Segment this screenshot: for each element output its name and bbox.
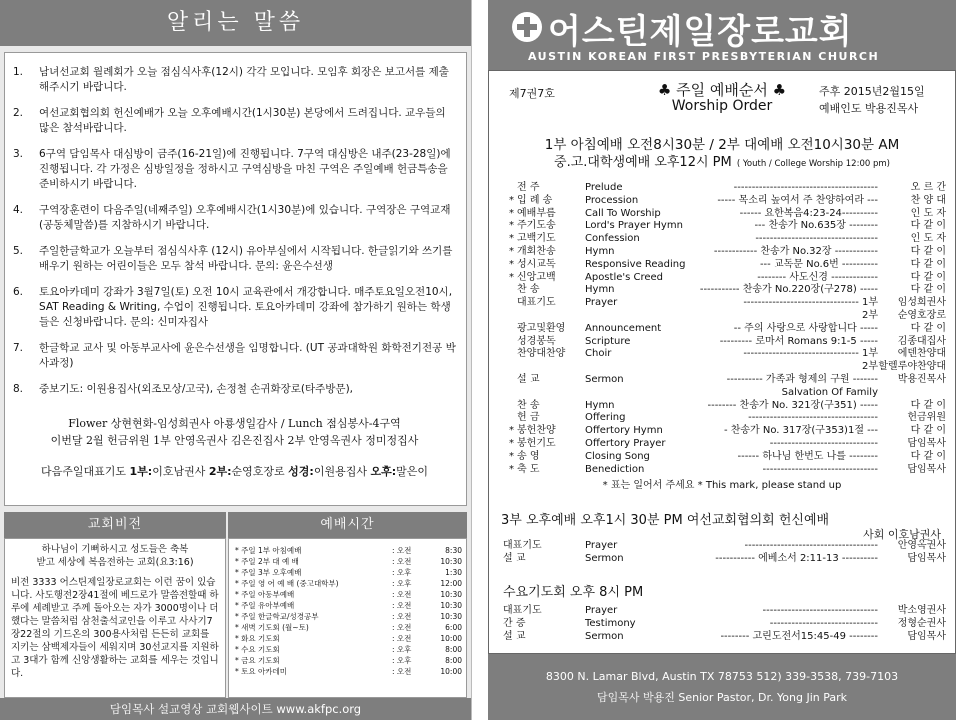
order-item-english: Prayer	[585, 605, 618, 616]
order-item-detail: ----- 목소리 높여서 주 찬양하여라 ---	[717, 194, 878, 206]
service-times-line: 1부 아침예배 오전8시30분 / 2부 대예배 오전10시30분 AM	[544, 137, 900, 153]
order-item-english: Apostle's Creed	[585, 271, 664, 283]
notice-item	[13, 382, 456, 397]
order-item-detail: ------ 하나님 한번도 나를 --------	[737, 450, 878, 462]
order-item-english: Call To Worship	[585, 207, 661, 219]
order-item-english: Hymn	[585, 284, 615, 296]
next-week-s2-label: 2부:	[208, 465, 232, 478]
worship-date: 주후 2015년2월15일	[819, 85, 925, 98]
worship-time-ampm: : 오전	[392, 634, 412, 643]
order-item-detail: ------ 요한복음4:23-24----------	[739, 207, 878, 219]
order-item-english: Prayer	[585, 297, 618, 309]
order-item-person: 할렐루야찬양대	[878, 361, 946, 373]
right-panel	[484, 0, 960, 720]
order-item-detail: --------- 로마서 Romans 9:1-5 -----	[719, 335, 878, 347]
notice-number: 2.	[13, 107, 24, 119]
order-item-person: 인 도 자	[910, 207, 946, 219]
next-week-s4-label: 오후:	[370, 465, 397, 478]
notice-number: 5.	[13, 245, 24, 257]
cross-logo-icon	[512, 12, 542, 42]
worship-time-value: 10:00	[440, 634, 462, 643]
worship-time-ampm: : 오후	[392, 568, 412, 577]
flower-lunch-line	[13, 415, 456, 449]
stand-mark: *	[509, 194, 514, 206]
worship-time-value: 10:30	[440, 612, 462, 621]
stand-mark: *	[509, 438, 514, 449]
order-item-person: 에덴찬양대	[897, 348, 946, 360]
notice-item	[13, 65, 456, 95]
notice-item	[13, 147, 456, 192]
worship-time-name: * 주일 아동부예배	[235, 590, 295, 599]
order-item-detail: --------------------------------	[762, 605, 878, 616]
worship-time-ampm: : 오후	[392, 645, 412, 654]
order-item-english: Hymn	[585, 246, 615, 257]
order-item-person: 다 같 이	[910, 399, 946, 411]
offering-team-line: 이번달 2월 헌금위원 1부 안영옥권사 김은진집사 2부 안영옥권사 정미정집사	[50, 434, 419, 447]
order-item-english: Lord's Prayer Hymn	[585, 220, 683, 232]
order-item-english: Hymn	[585, 399, 615, 411]
stand-mark: *	[509, 258, 514, 270]
right-footer	[488, 654, 956, 720]
stand-note: * 표는 일어서 주세요 * This mark, please stand up	[602, 480, 842, 491]
notice-item	[13, 203, 456, 233]
order-item-english: Sermon	[585, 374, 624, 385]
senior-pastor-line: 담임목사 박용진 Senior Pastor, Dr. Yong Jin Park	[596, 691, 848, 704]
order-item-detail: - 찬송가 No. 317장(구353)1절 ---	[723, 425, 878, 437]
notice-number: 8.	[13, 383, 24, 395]
order-item-person: 다 같 이	[910, 450, 946, 462]
worship-time-value: 10:30	[440, 590, 462, 599]
notice-number: 3.	[13, 148, 24, 160]
next-week-s3-label: 성경:	[288, 465, 314, 478]
vision-body: 비전 3333 어스틴제일장로교회는 이런 꿈이 있습니다. 사도행전2장41절에 베드로가 말씀전할때 하루에 세례받고 주께 돌아오는 자가 3000명이나 더했다는 말씀처럼 삼천출석교인을 이루고 사사기7장22절의 기드온의 300용사처럼 든든히 교회를 지키는 삼백제자들이 세워지며 30선교지를 지원하고 3대가 함께 신앙생활하는 교회를 세우는 것입니다.	[11, 577, 219, 679]
order-item-korean: 예배부름	[517, 207, 556, 219]
order-item-person: 다 같 이	[910, 258, 946, 270]
worship-time-ampm: : 오전	[392, 623, 412, 632]
order-item-english: Prelude	[585, 182, 623, 193]
order-item-detail: --------------------------------	[762, 463, 878, 475]
order-item-korean: 설 교	[503, 631, 526, 642]
worship-time-row	[235, 655, 462, 666]
worship-times-box	[228, 538, 467, 698]
order-item-person: 다 같 이	[910, 284, 946, 296]
youth-service-english: ( Youth / College Worship 12:00 pm)	[736, 159, 890, 169]
worship-time-row	[235, 666, 462, 677]
worship-time-row	[235, 578, 462, 589]
order-item-person: 김종대집사	[897, 335, 946, 347]
worship-time-ampm: : 오전	[392, 546, 412, 555]
stand-mark: *	[509, 233, 514, 245]
order-item-detail: -------------------------------------	[744, 540, 878, 551]
worship-time-name: * 수요 기도회	[235, 645, 280, 654]
church-name-korean: 어스틴제일장로교회	[548, 12, 853, 52]
worship-time-value: 10:00	[440, 667, 462, 676]
order-item-english: Benediction	[585, 463, 645, 475]
notice-item	[13, 106, 456, 136]
worship-time-ampm: : 오후	[392, 579, 412, 588]
notice-number: 1.	[13, 66, 24, 78]
section-headers	[0, 512, 471, 538]
worship-time-row	[235, 644, 462, 655]
worship-time-row	[235, 545, 462, 556]
worship-time-name: * 토요 아카데미	[235, 667, 287, 676]
order-item-english: Sermon	[585, 553, 624, 564]
vision-box	[4, 538, 226, 698]
worship-time-name: * 주일 한글학교/성경공부	[235, 612, 319, 621]
announcements-box	[4, 52, 467, 506]
church-address: 8300 N. Lamar Blvd, Austin TX 78753 512) 339-3538, 739-7103	[545, 670, 899, 683]
order-item-english: Scripture	[585, 335, 631, 347]
order-item-person: 다 같 이	[910, 246, 946, 257]
notice-number: 6.	[13, 286, 24, 298]
notice-item	[13, 285, 456, 330]
next-week-s3-name: 이원용집사	[313, 465, 367, 478]
order-item-korean: 간 증	[503, 618, 526, 629]
order-item-person: 박용진목사	[897, 374, 946, 385]
order-item-detail: ------------ 찬송가 No.32장 ------------	[713, 246, 878, 257]
order-item-english: Offertory Prayer	[585, 438, 666, 449]
order-item-detail: 2부	[861, 361, 878, 373]
wednesday-service-title: 수요기도회 오후 8시 PM	[503, 585, 644, 600]
order-item-person: 찬 양 대	[910, 194, 946, 206]
order-item-detail: Salvation Of Family	[781, 386, 878, 398]
order-item-person: 순영호장로	[897, 310, 946, 321]
notice-text: 구역장훈련이 다음주일(네째주일) 오후예배시간(1시30분)에 있습니다. 구역장은 구역교재(공동체말씀)를 지참하시기 바랍니다.	[39, 204, 451, 231]
worship-time-row	[235, 556, 462, 567]
order-item-detail: --- 찬송가 No.635장 --------	[754, 220, 878, 232]
next-week-prefix: 다음주일대표기도	[40, 465, 126, 478]
order-item-detail: -------------------------------- 1부	[743, 348, 878, 360]
order-item-person: 인 도 자	[910, 233, 946, 245]
notice-item	[13, 341, 456, 371]
worship-time-row	[235, 611, 462, 622]
worship-time-row	[235, 633, 462, 644]
vision-motto	[11, 543, 219, 569]
order-item-person: 안영옥권사	[897, 540, 946, 551]
worship-time-value: 8:30	[445, 546, 462, 555]
order-item-person: 담임목사	[907, 438, 946, 449]
order-item-korean: 설 교	[503, 553, 526, 564]
worship-time-name: * 주일 2부 대 예 배	[235, 557, 299, 566]
next-week-prayer	[13, 464, 456, 479]
stand-mark: *	[509, 425, 514, 437]
worship-time-name: * 새벽 기도회 (월~토)	[235, 623, 309, 632]
worship-time-name: * 화요 기도회	[235, 634, 280, 643]
worship-time-ampm: : 오전	[392, 590, 412, 599]
notice-text: 남녀선교회 월례회가 오늘 점심식사후(12시) 각각 모입니다. 모임후 회장은 보고서를 제출해주시기 바랍니다.	[39, 66, 449, 93]
notice-item	[13, 244, 456, 274]
worship-times-header: 예배시간	[228, 512, 467, 538]
worship-time-row	[235, 567, 462, 578]
worship-time-row	[235, 622, 462, 633]
stand-mark: *	[509, 271, 514, 283]
order-item-english: Offering	[585, 412, 626, 424]
order-title-english: Worship Order	[671, 98, 773, 114]
order-item-korean: 찬 송	[517, 284, 540, 296]
order-item-person: 오 르 간	[910, 182, 946, 193]
notice-number: 7.	[13, 342, 24, 354]
order-item-person: 헌금위원	[907, 412, 946, 424]
notice-text: 한글학교 교사 및 아동부교사에 윤은수선생을 임명합니다. (UT 공과대학원 화학전기전공 박사과정)	[39, 342, 456, 369]
order-item-english: Offertory Hymn	[585, 425, 663, 437]
announcements-title: 알리는 말씀	[0, 0, 471, 46]
order-item-korean: 성경봉독	[517, 335, 556, 347]
order-item-korean: 광고및환영	[517, 322, 566, 334]
order-item-person: 박소영권사	[897, 605, 946, 616]
order-item-detail: --- 교독문 No.6번 ----------	[759, 258, 878, 270]
notice-text: 여선교회협의회 헌신예배가 오늘 오후예배시간(1시30분) 본당에서 드려집니다. 교우들의 많은 참석바랍니다.	[39, 107, 446, 134]
notice-text: 토요아카데미 강좌가 3월7일(토) 오전 10시 교육관에서 개강합니다. 매주토요일오전10시, SAT Reading & Writing, 수업이 진행됩니다. 토요아카데미 강좌에 참가하기 원하는 학생들은 신청바랍니다. 문의: 신미자집사	[39, 286, 453, 328]
order-item-english: Choir	[585, 348, 612, 360]
order-item-detail: ----------- 찬송가 No.220장(구278) -----	[699, 284, 878, 296]
stand-mark: *	[509, 207, 514, 219]
worship-time-value: 6:00	[445, 623, 462, 632]
order-item-korean: 대표기도	[517, 297, 556, 309]
order-item-korean: 설 교	[517, 374, 540, 385]
vision-header: 교회비전	[4, 512, 226, 538]
notice-list	[13, 65, 456, 397]
worship-order-box	[488, 70, 956, 654]
stand-mark: *	[509, 463, 514, 475]
worship-leader: 예배인도 박용진목사	[819, 102, 919, 115]
order-item-korean: 봉헌기도	[517, 438, 556, 449]
worship-time-value: 10:30	[440, 557, 462, 566]
order-item-english: Prayer	[585, 540, 618, 551]
order-item-person: 담임목사	[907, 631, 946, 642]
vision-motto-line-1: 하나님이 기뻐하시고 성도들은 축복	[41, 544, 189, 555]
notice-text: 주일한글학교가 오늘부터 점심식사후 (12시) 유아부실에서 시작됩니다. 한글읽기와 쓰기를 배우기 원하는 어린이들은 모두 참석 바랍니다. 문의: 윤은수선생	[39, 245, 453, 272]
notice-number: 4.	[13, 204, 24, 216]
order-item-detail: ---------- 가족과 형제의 구원 -------	[726, 374, 878, 385]
order-row	[495, 462, 950, 477]
church-name-english: AUSTIN KOREAN FIRST PRESBYTERIAN CHURCH	[528, 50, 880, 63]
worship-time-name: * 주일 영 어 예 배 (중고대학부)	[235, 579, 339, 588]
flower-line: Flower 상현현화-임성희권사 아룡생일감사 / Lunch 점심봉사-4구역	[68, 417, 401, 430]
order-item-korean: 전 주	[517, 182, 540, 193]
volume-number: 제7권7호	[509, 87, 555, 100]
order-item-person: 담임목사	[907, 463, 946, 475]
worship-time-row	[235, 589, 462, 600]
order-item-korean: 헌 금	[517, 412, 540, 424]
order-item-english: Procession	[585, 194, 639, 206]
order-item-english: Confession	[585, 233, 640, 245]
order-title-korean: ♣ 주일 예배순서 ♣	[657, 81, 787, 99]
worship-time-ampm: : 오후	[392, 656, 412, 665]
order-item-detail: -------------------------------- 1부	[743, 297, 878, 309]
order-item-korean: 송 영	[517, 450, 540, 462]
order-item-korean: 대표기도	[503, 540, 542, 551]
next-week-s1-name: 이호남권사	[152, 465, 206, 478]
notice-text: 중보기도: 이원용집사(외조모상/고국), 손정철 손귀화장로(타주방문),	[39, 383, 354, 395]
order-item-korean: 신앙고백	[517, 271, 556, 283]
next-week-s1-label: 1부:	[129, 465, 153, 478]
church-header	[488, 0, 956, 70]
order-item-person: 담임목사	[907, 553, 946, 564]
order-item-korean: 입 례 송	[517, 194, 553, 206]
order-item-person: 다 같 이	[910, 271, 946, 283]
worship-time-name: * 주일 3부 오후예배	[235, 568, 302, 577]
worship-time-row	[235, 600, 462, 611]
order-item-english: Responsive Reading	[585, 258, 686, 270]
worship-time-value: 12:00	[440, 579, 462, 588]
worship-time-value: 10:30	[440, 601, 462, 610]
order-item-person: 임성희권사	[897, 297, 946, 309]
left-footer: 담임목사 설교영상 교회웹사이트 www.akfpc.org	[0, 698, 471, 720]
order-item-korean: 찬 송	[517, 399, 540, 411]
order-row	[495, 629, 950, 644]
order-item-korean: 봉헌찬양	[517, 425, 556, 437]
order-row	[495, 551, 950, 566]
worship-time-ampm: : 오전	[392, 557, 412, 566]
order-item-person: 다 같 이	[910, 322, 946, 334]
order-item-detail: 2부	[861, 310, 878, 321]
stand-mark: *	[509, 450, 514, 462]
worship-time-ampm: : 오전	[392, 601, 412, 610]
afternoon-service-title: 3부 오후예배 오후1시 30분 PM 여선교회협의회 헌신예배	[501, 513, 830, 528]
order-item-detail: ----------------------------------------	[733, 182, 878, 193]
order-item-detail: -------- 사도신경 -------------	[757, 271, 878, 283]
next-week-s4-name: 말은이	[396, 465, 428, 478]
notice-text: 6구역 담임목사 대심방이 금주(16-21일)에 진행됩니다. 7구역 대심방은 내주(23-28일)에 진행됩니다. 각 가정은 심방일정을 정하시고 구역심방을 마친 구역은 주일예배 헌금특송을 준비하시기 바랍니다.	[39, 148, 451, 190]
youth-service-korean: 중.고.대학생예배 오후12시 PM	[554, 155, 732, 170]
stand-mark: *	[509, 246, 514, 257]
worship-time-name: * 주일 유아부예배	[235, 601, 295, 610]
order-item-korean: 성시교독	[517, 258, 556, 270]
worship-time-value: 1:30	[445, 568, 462, 577]
order-item-korean: 축 도	[517, 463, 540, 475]
order-item-english: Closing Song	[585, 450, 650, 462]
youth-service-line	[489, 151, 955, 170]
order-item-detail: ----------------------------------	[755, 233, 878, 245]
order-item-detail: ------------------------------------	[748, 412, 878, 424]
order-item-detail: ------------------------------	[769, 438, 878, 449]
afternoon-service-leader: 사회 이호남권사	[863, 528, 941, 541]
vision-motto-line-2: 받고 세상에 복음전하는 교회(요3:16)	[36, 557, 194, 568]
worship-time-name: * 금요 기도회	[235, 656, 280, 665]
order-item-korean: 대표기도	[503, 605, 542, 616]
order-item-english: Testimony	[585, 618, 636, 629]
worship-times-list	[235, 545, 462, 677]
order-item-person: 다 같 이	[910, 220, 946, 232]
order-item-korean: 고백기도	[517, 233, 556, 245]
order-item-english: Sermon	[585, 631, 624, 642]
order-item-korean: 개회찬송	[517, 246, 556, 257]
worship-time-name: * 주일 1부 아침예배	[235, 546, 302, 555]
order-item-detail: ------------------------------	[769, 618, 878, 629]
order-item-korean: 찬양대찬양	[517, 348, 566, 360]
next-week-s2-name: 순영호장로	[231, 465, 285, 478]
worship-time-value: 8:00	[445, 645, 462, 654]
order-item-korean: 주기도송	[517, 220, 556, 232]
order-item-person: 다 같 이	[910, 425, 946, 437]
order-item-detail: ----------- 에베소서 2:11-13 ----------	[715, 553, 878, 564]
order-item-person: 정형순권사	[897, 618, 946, 629]
worship-time-ampm: : 오전	[392, 667, 412, 676]
worship-time-ampm: : 오전	[392, 612, 412, 621]
stand-mark: *	[509, 220, 514, 232]
order-item-detail: -------- 고린도전서15:45-49 --------	[720, 631, 878, 642]
left-panel	[0, 0, 472, 720]
order-item-detail: -- 주의 사랑으로 사랑합니다 -----	[733, 322, 878, 334]
order-item-english: Announcement	[585, 322, 662, 334]
worship-time-value: 8:00	[445, 656, 462, 665]
order-item-detail: -------- 찬송가 No. 321장(구351) -----	[707, 399, 878, 411]
